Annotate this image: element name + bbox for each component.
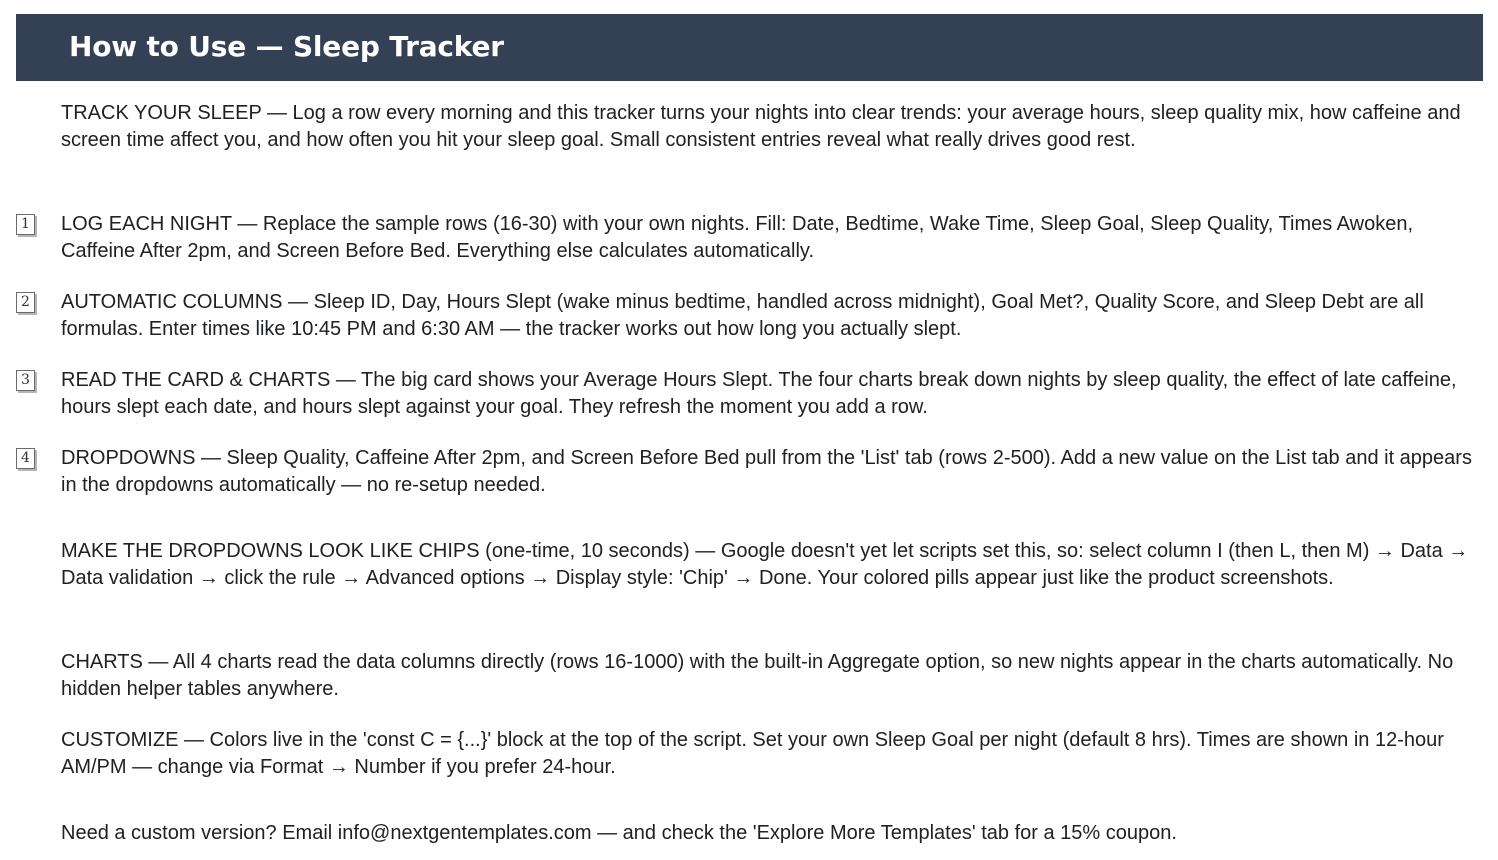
chips-note: MAKE THE DROPDOWNS LOOK LIKE CHIPS (one-time, 10 seconds) — Google doesn't yet let scripts set this, so: select column I (then L, then M) → Data → Data validation → click the rule → Advanced options → Display style: 'Chip' → Done. Your colored pills appear just like the product screenshots. [61, 540, 1469, 589]
step-number-badge: 3 [16, 370, 35, 391]
header-bar [16, 14, 1483, 81]
customize-note: CUSTOMIZE — Colors live in the 'const C = {...}' block at the top of the script. Set your own Sleep Goal per night (default 8 hrs). Times are shown in 12-hour AM/PM — change via Format → Number if you prefer 24-hour. [61, 729, 1444, 778]
charts-note: CHARTS — All 4 charts read the data columns directly (rows 16-1000) with the built-in Aggregate option, so new nights appear in the charts automatically. No hidden helper tables anywhere. [61, 651, 1454, 700]
step-number-badge: 4 [16, 448, 35, 469]
step-3-text: READ THE CARD & CHARTS — The big card shows your Average Hours Slept. The four charts break down nights by sleep quality, the effect of late caffeine, hours slept each date, and hours slept against your goal. They refresh the moment you add a row. [61, 369, 1457, 418]
contact-note: Need a custom version? Email info@nextgentemplates.com — and check the 'Explore More Templates' tab for a 15% coupon. [61, 822, 1177, 844]
step-1-text: LOG EACH NIGHT — Replace the sample rows (16-30) with your own nights. Fill: Date, Bedtime, Wake Time, Sleep Goal, Sleep Quality, Times Awoken, Caffeine After 2pm, and Screen Before Bed. Everything else calculates automatically. [61, 213, 1414, 262]
page-title: How to Use — Sleep Tracker [69, 30, 504, 63]
step-number-badge: 2 [16, 292, 35, 313]
step-number-badge: 1 [16, 214, 35, 235]
step-4-text: DROPDOWNS — Sleep Quality, Caffeine After 2pm, and Screen Before Bed pull from the 'List' tab (rows 2-500). Add a new value on the List tab and it appears in the dropdowns automatically — no re-setup needed. [61, 447, 1472, 496]
intro-text: TRACK YOUR SLEEP — Log a row every morning and this tracker turns your nights into clear trends: your average hours, sleep quality mix, how caffeine and screen time affect you, and how often you hit your sleep goal. Small consistent entries reveal what really drives good rest. [61, 102, 1461, 151]
step-2-text: AUTOMATIC COLUMNS — Sleep ID, Day, Hours Slept (wake minus bedtime, handled across midnight), Goal Met?, Quality Score, and Sleep Debt are all formulas. Enter times like 10:45 PM and 6:30 AM — the tracker works out how long you actually slept. [61, 291, 1424, 340]
